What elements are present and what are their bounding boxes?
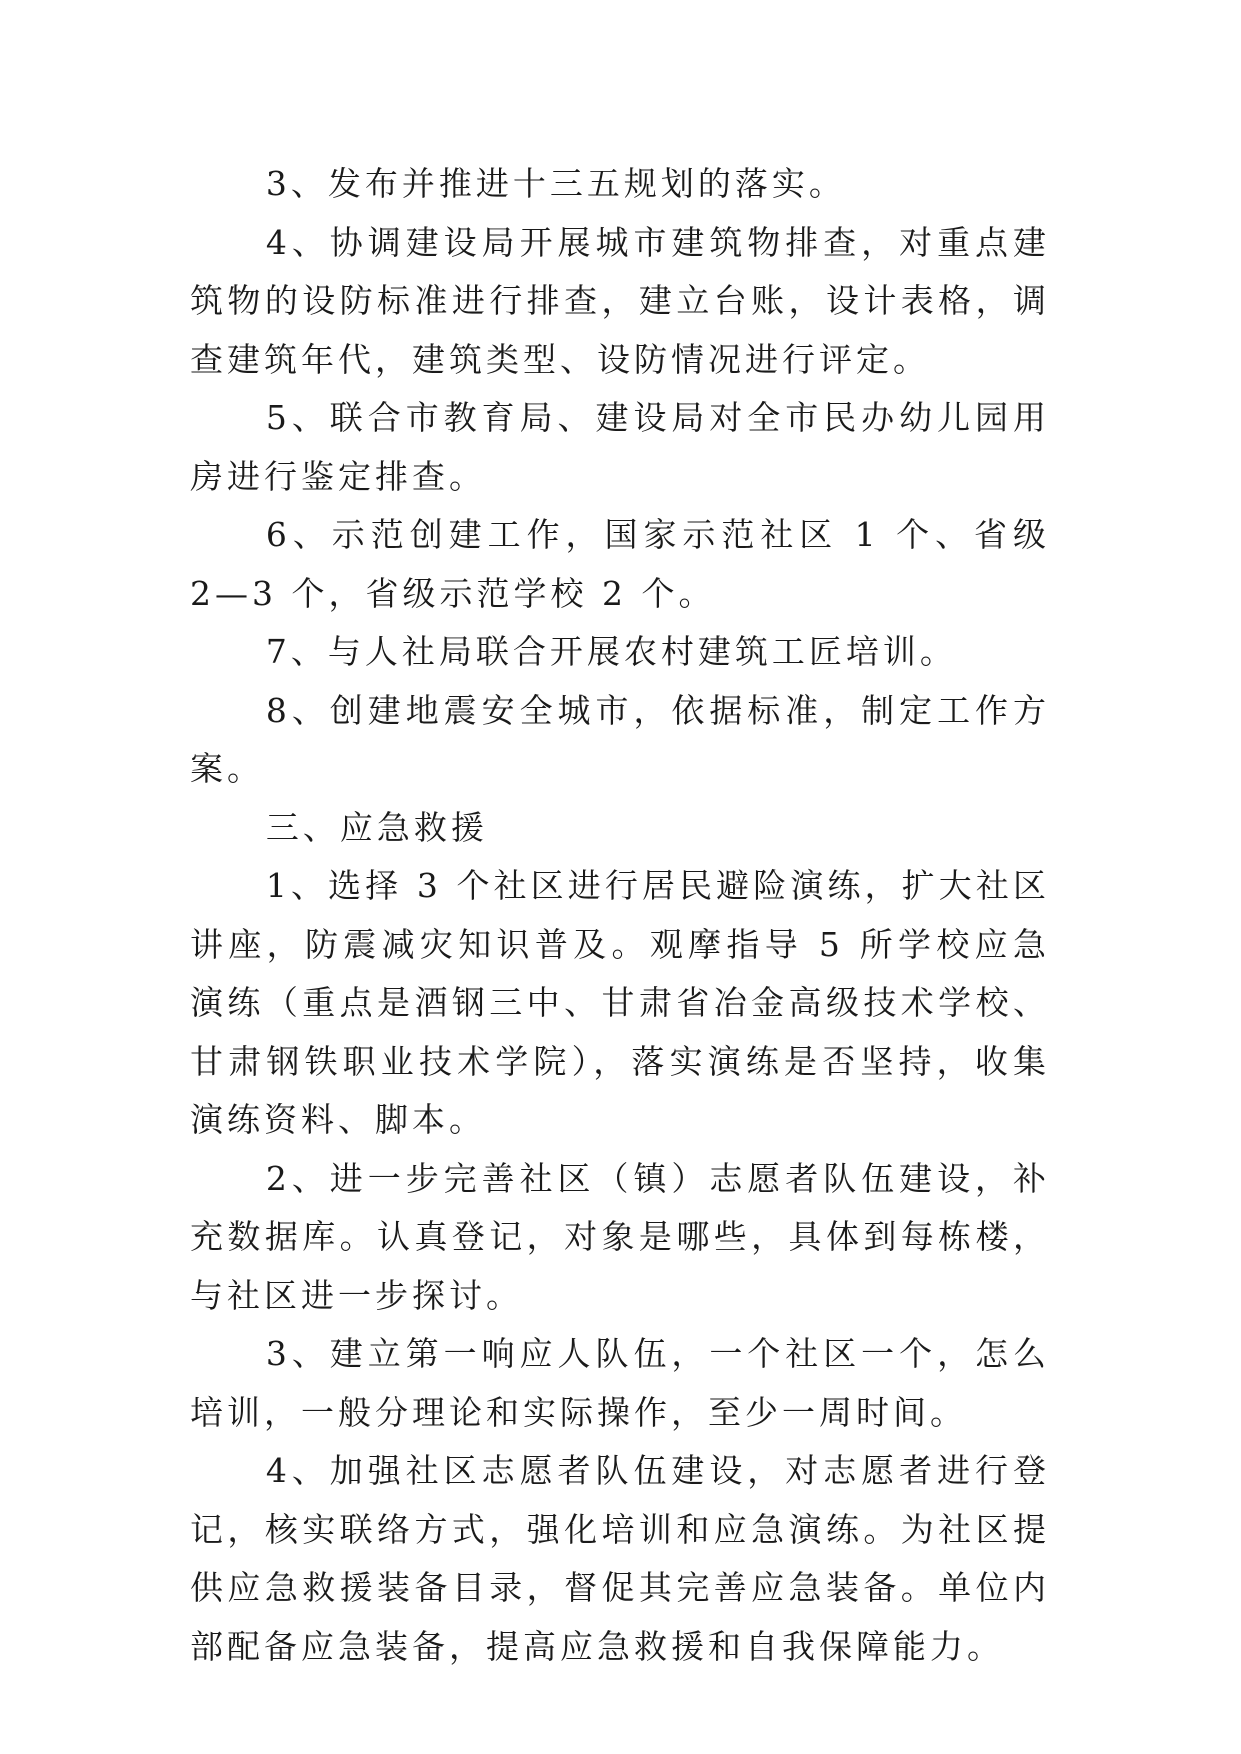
paragraph-item-6-demonstration: 6、示范创建工作，国家示范社区 1 个、省级 2—3 个，省级示范学校 2 个。 [190,515,1050,613]
paragraph-item-3-first-responders: 3、建立第一响应人队伍，一个社区一个，怎么培训，一般分理论和实际操作，至少一周时间。 [190,1334,1050,1432]
section-heading-emergency-rescue: 三、应急救援 [265,807,488,847]
paragraph-item-2-volunteers: 2、进一步完善社区（镇）志愿者队伍建设，补充数据库。认真登记，对象是哪些，具体到每栋楼，与社区进一步探讨。 [190,1158,1050,1315]
document-body [190,155,1050,1676]
paragraph-item-4-equipment: 4、加强社区志愿者队伍建设，对志愿者进行登记，核实联络方式，强化培训和应急演练。为社区提供应急救援装备目录，督促其完善应急装备。单位内部配备应急装备，提高应急救援和自我保障能力。 [190,1451,1050,1666]
paragraph-item-3-plan: 3、发布并推进十三五规划的落实。 [265,164,846,203]
paragraph-item-1-drills: 1、选择 3 个社区进行居民避险演练，扩大社区讲座，防震减灾知识普及。观摩指导 5 所学校应急演练（重点是酒钢三中、甘肃省冶金高级技术学校、甘肃钢铁职业技术学院），落实演练是否坚持，收集演练资料、脚本。 [190,866,1050,1139]
paragraph-item-8-safe-city: 8、创建地震安全城市，依据标准，制定工作方案。 [190,690,1050,788]
paragraph-item-7-training: 7、与人社局联合开展农村建筑工匠培训。 [265,632,957,671]
paragraph-item-4-building-survey: 4、协调建设局开展城市建筑物排查，对重点建筑物的设防标准进行排查，建立台账，设计表格，调查建筑年代，建筑类型、设防情况进行评定。 [190,222,1050,379]
paragraph-item-5-kindergarten: 5、联合市教育局、建设局对全市民办幼儿园用房进行鉴定排查。 [190,398,1050,496]
